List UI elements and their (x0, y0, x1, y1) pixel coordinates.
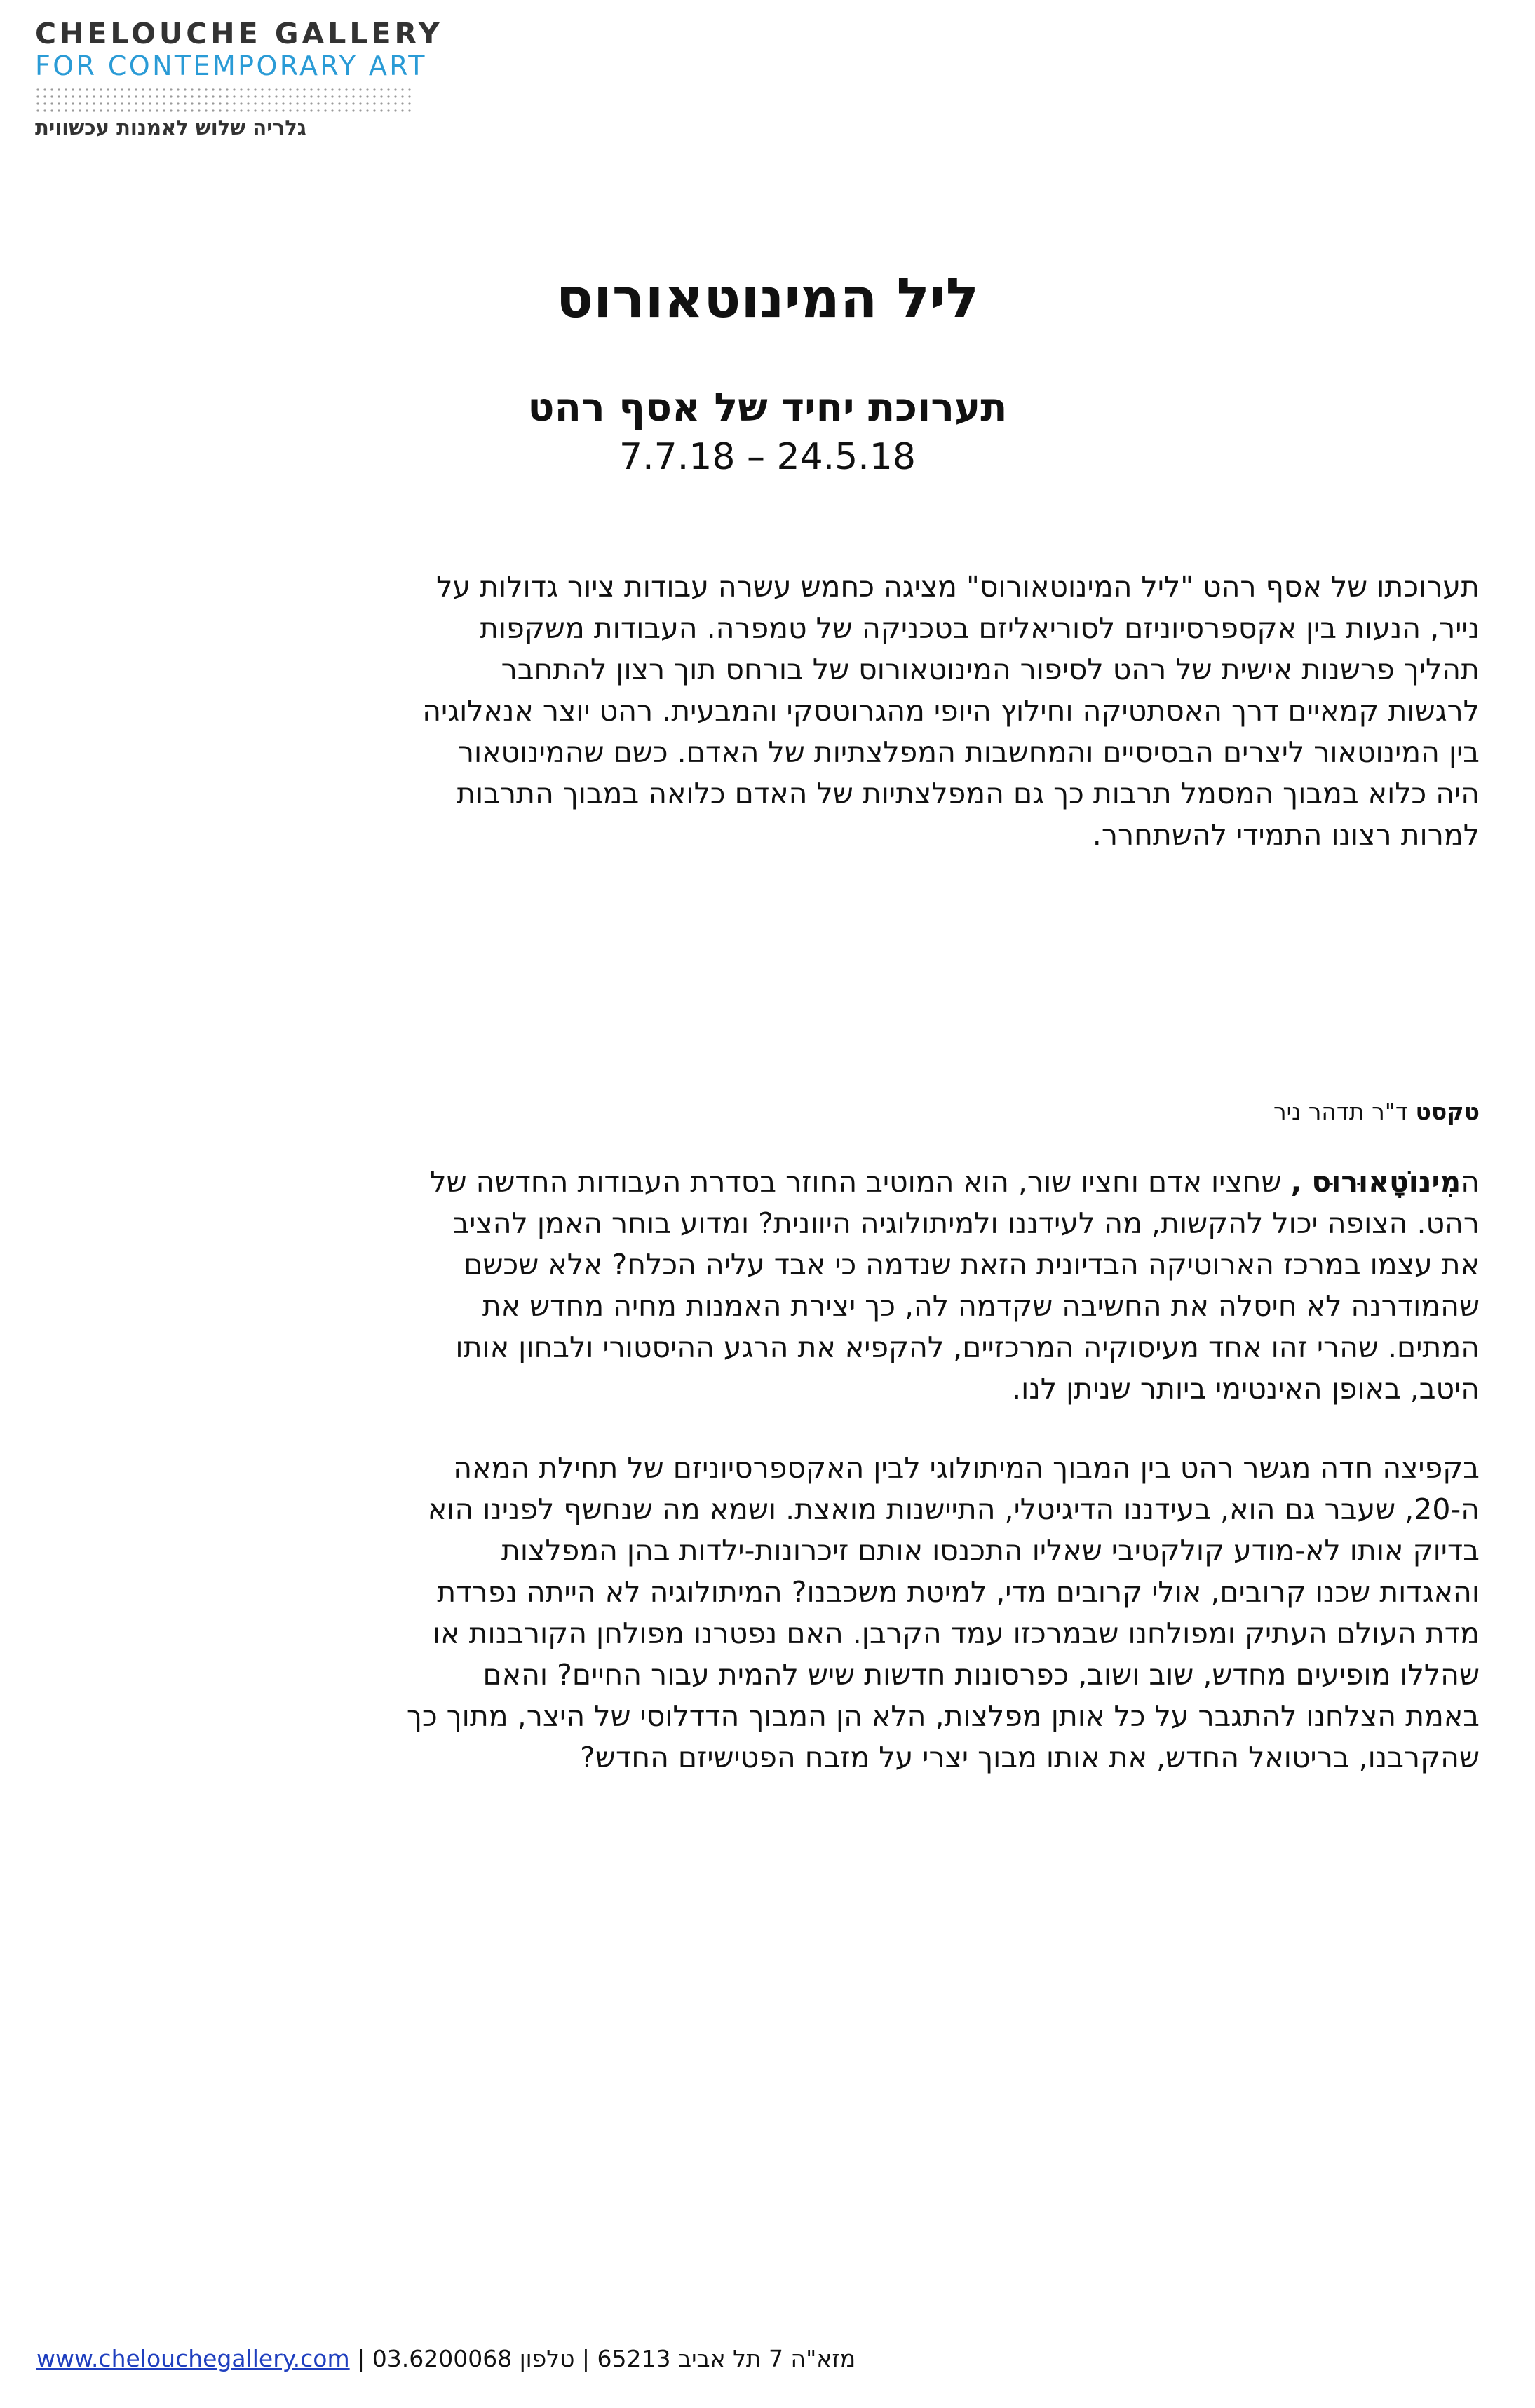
essay-line: את עצמו במרכז הארוטיקה הבדיונית הזאת שנדמה כי אבד עליה הכלח? אלא שכשם (464, 1248, 1480, 1281)
essay-prefix: ה (1461, 1165, 1480, 1199)
essay-line: היטב, באופן האינטימי ביותר שניתן לנו. (1012, 1372, 1480, 1406)
essay-line-rest: שחציו אדם וחציו שור, הוא המוטיב החוזר בסדרת העבודות החדשה של (430, 1165, 1282, 1199)
footer-address: מזא"ה 7 תל אביב 65213 | טלפון (519, 2345, 856, 2372)
exhibition-subtitle: תערוכת יחיד של אסף רהט (527, 385, 1008, 430)
essay-line: באמת הצלחנו להתגבר על כל אותן מפלצות, הלא הן המבוך הדדלוסי של היצר, מתוך כך (406, 1699, 1480, 1733)
exhibition-title: ליל המינוטאורוס (556, 267, 979, 330)
logo-tagline: FOR CONTEMPORARY ART (35, 50, 427, 81)
essay-paragraph-1 (252, 1162, 1480, 1410)
essay-line: שהקרבנו, בריטואל החדש, את אותו מבוך יצרי על מזבח הפטישיזם החדש? (580, 1741, 1480, 1774)
text-credit (252, 1097, 1480, 1127)
essay-line: שהמודרנה לא חיסלה את החשיבה שקדמה לה, כך יצירת האמנות מחיה מחדש את (482, 1289, 1480, 1323)
essay-line: והאגדות שכנו קרובים, אולי קרובים מדי, למיטת משכבנו? המיתולוגיה לא הייתה נפרדת (437, 1575, 1480, 1609)
footer-phone: 03.6200068 (372, 2345, 513, 2372)
essay-line: מדת העולם העתיק ומפולחנו שבמרכזו עמד הקרבן. האם נפטרנו מפולחן הקורבנות או (432, 1617, 1480, 1650)
intro-paragraph (252, 566, 1480, 856)
essay-line (252, 1162, 1480, 1203)
intro-line: תהליך פרשנות אישית של רהט לסיפור המינוטאורוס של בורחס תוך רצון להתחבר (501, 653, 1480, 686)
gallery-logo (35, 17, 443, 140)
intro-line: למרות רצונו התמידי להשתחרר. (1092, 818, 1480, 852)
intro-line: נייר, הנעות בין אקספרסיוניזם לסוריאליזם בטכניקה של טמפרה. העבודות משקפות (479, 611, 1480, 645)
intro-line: תערוכתו של אסף רהט "ליל המינוטאורוס" מציגה כחמש עשרה עבודות ציור גדולות על (436, 570, 1480, 604)
page-footer (36, 2344, 948, 2374)
logo-dot-grid (35, 87, 414, 116)
essay-line: המתים. שהרי זהו אחד מעיסוקיה המרכזיים, להקפיא את הרגע ההיסטורי ולבחון אותו (455, 1331, 1480, 1364)
minotaur-term: מִינוֹטָאוּרוּס , (1290, 1165, 1461, 1199)
intro-line: היה כלוא במבוך המסמל תרבות כך גם המפלצתיות של האדם כלואה במבוך התרבות (457, 777, 1480, 810)
essay-paragraph-2 (252, 1448, 1480, 1778)
website-link[interactable]: www.chelouchegallery.com (36, 2345, 350, 2372)
credit-author: ד"ר תדהר ניר (1273, 1098, 1408, 1125)
intro-line: בין המינוטאור ליצרים הבסיסיים והמחשבות המפלצתיות של האדם. כשם שהמינוטאור (457, 735, 1480, 769)
logo-hebrew-name: גלריה שלוש לאמנות עכשווית (35, 116, 306, 140)
credit-label: טקסט (1415, 1098, 1480, 1125)
essay-line: בדיוק אותו לא-מודע קולקטיבי שאליו התכנסו אותם זיכרונות-ילדות בהן המפלצות (501, 1534, 1480, 1567)
essay-line: בקפיצה חדה מגשר רהט בין המבוך המיתולוגי לבין האקספרסיוניזם של תחילת המאה (453, 1451, 1480, 1485)
exhibition-dates: 7.7.18 – 24.5.18 (619, 436, 916, 478)
essay-line: שהללו מופיעים מחדש, שוב ושוב, כפרסונות חדשות שיש להמית עבור החיים? והאם (482, 1658, 1480, 1692)
intro-line: לרגשות קמאיים דרך האסתטיקה וחילוץ היופי מהגרוטסקי והמבעית. רהט יוצר אנאלוגיה (422, 694, 1480, 728)
essay-line: ה-20, שעבר גם הוא, בעידננו הדיגיטלי, התיישנות מואצת. ושמא מה שנחשף לפנינו הוא (427, 1492, 1480, 1526)
essay-line: רהט. הצופה יכול להקשות, מה לעידננו ולמיתולוגיה היוונית? ומדוע בוחר האמן להציב (452, 1206, 1480, 1240)
logo-name: CHELOUCHE GALLERY (35, 17, 443, 50)
footer-separator: | (357, 2345, 365, 2372)
